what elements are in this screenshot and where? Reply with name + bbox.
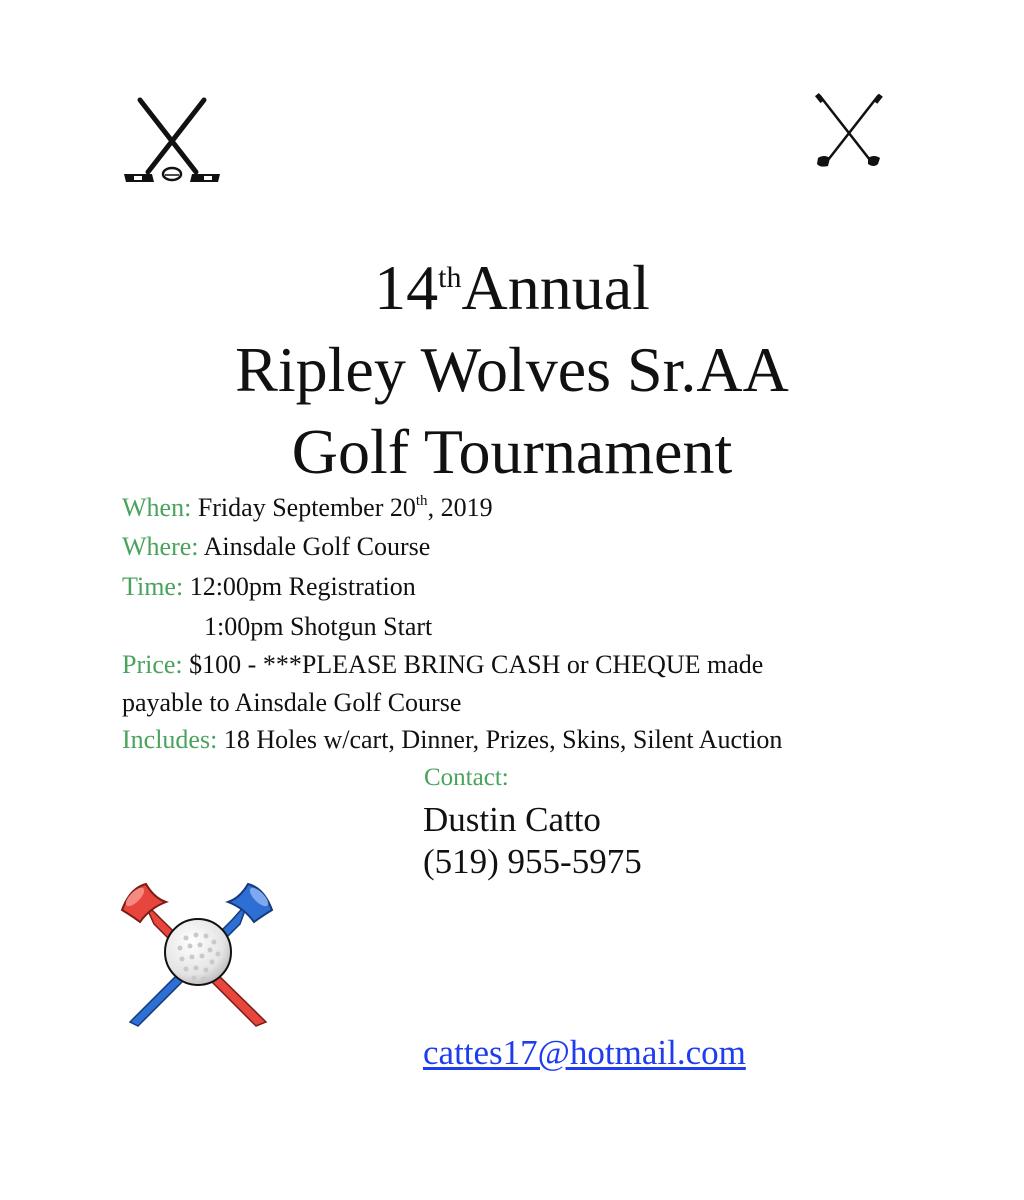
hockey-stick-left (140, 100, 196, 172)
price-row-2 (122, 690, 461, 716)
includes-label: Includes: (122, 725, 218, 754)
title-ordinal: 14 (374, 252, 439, 323)
price-label: Price: (122, 650, 183, 679)
contact-name: Dustin Catto (423, 800, 601, 839)
price-value: $100 - ***PLEASE BRING CASH or CHEQUE made (182, 650, 764, 679)
contact-email-link[interactable]: cattes17@hotmail.com (423, 1033, 746, 1072)
time-row-2 (204, 614, 432, 640)
when-year: , 2019 (427, 493, 493, 522)
time-label: Time: (122, 572, 184, 601)
when-date: Friday September 20 (191, 493, 416, 522)
time-registration: 12:00pm Registration (183, 572, 416, 601)
golf-tees-ball-icon (116, 880, 278, 1030)
title-annual: Annual (461, 252, 650, 323)
when-value (191, 493, 492, 522)
includes-value: 18 Holes w/cart, Dinner, Prizes, Skins, Silent Auction (217, 725, 783, 754)
golf-club-shaft-right (828, 96, 878, 160)
title-ordinal-suffix: th (438, 261, 462, 294)
golf-club-head-right (868, 156, 880, 166)
title-line-2: Ripley Wolves Sr.AA (235, 334, 789, 405)
contact-phone: (519) 955-5975 (423, 842, 642, 881)
price-payable: payable to Ainsdale Golf Course (122, 688, 462, 717)
where-row (122, 534, 430, 560)
contact-label: Contact: (424, 764, 509, 791)
time-row (122, 574, 416, 600)
hockey-stick-right (148, 100, 204, 172)
golf-clubs-icon (812, 92, 886, 172)
where-value: Ainsdale Golf Course (198, 532, 431, 561)
hockey-sticks-icon (118, 96, 226, 188)
golf-ball-icon (165, 919, 231, 985)
price-row (122, 652, 763, 678)
golf-club-shaft-left (820, 96, 870, 160)
hockey-puck-icon (163, 168, 181, 180)
when-date-suffix: th (415, 493, 428, 509)
when-label: When: (122, 493, 192, 522)
title-line-1 (0, 252, 1024, 323)
when-row (122, 494, 493, 521)
golf-club-head-left (817, 156, 830, 167)
includes-row (122, 727, 782, 753)
time-shotgun-start: 1:00pm Shotgun Start (204, 612, 433, 641)
where-label: Where: (122, 532, 199, 561)
title-line-3: Golf Tournament (291, 416, 733, 487)
